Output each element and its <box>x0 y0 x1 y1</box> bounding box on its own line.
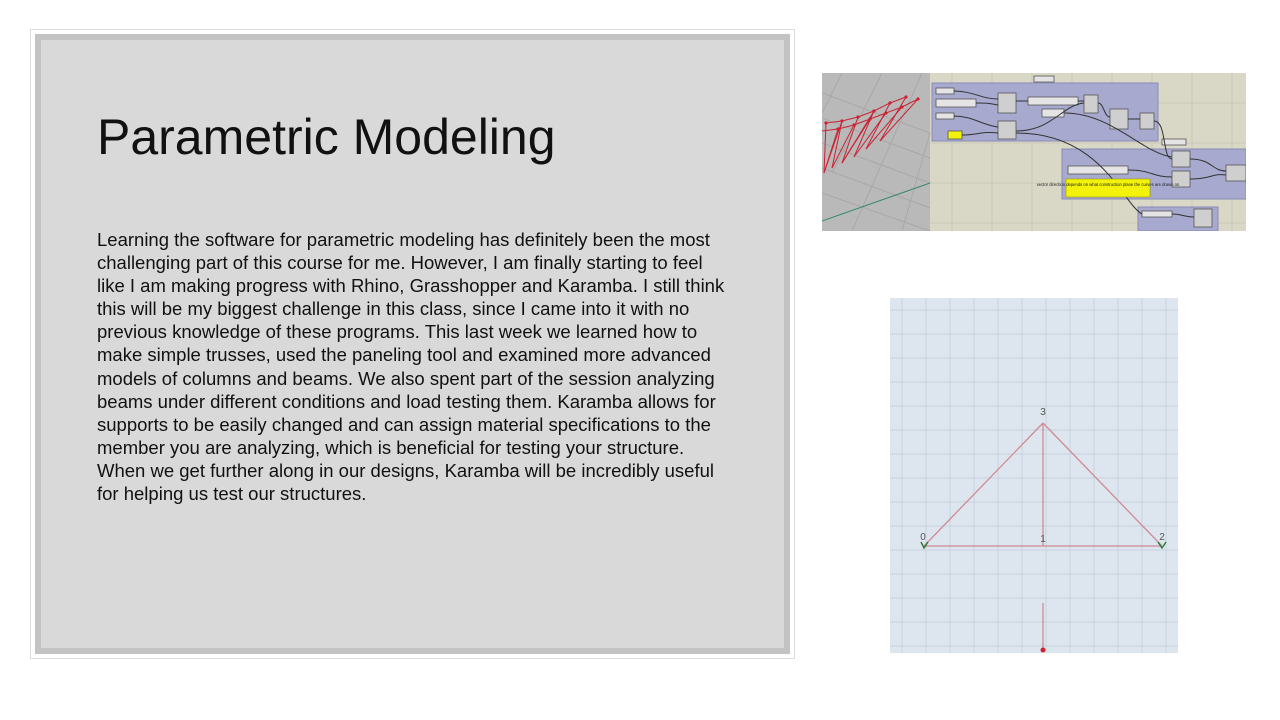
card-inner <box>41 40 784 648</box>
grasshopper-screenshot <box>822 73 1246 231</box>
node-label-2: 2 <box>1159 532 1165 543</box>
grasshopper-drawing <box>822 73 1246 231</box>
card-frame <box>35 34 790 654</box>
truss-drawing <box>890 298 1178 653</box>
node-label-1: 1 <box>1040 534 1046 545</box>
gh-tooltip-text: vector direction depends on what construction plane the curves are drawn on <box>1036 182 1180 187</box>
slide-body-text: Learning the software for parametric modeling has definitely been the most challenging part of this course for me. However, I am finally starting to feel like I am making progress with Rhino, Grasshopper and Karamba. I still think this will be my biggest challenge in this class, since I came into it with no previous knowledge of these programs. This last week we learned how to make simple trusses, used the paneling tool and examined more advanced models of columns and beams. We also spent part of the session analyzing beams under different conditions and load testing them. Karamba allows for supports to be easily changed and can assign material specifications to the member you are analyzing, which is beneficial for testing your structure. When we get further along in our designs, Karamba will be incredibly useful for helping us test our structures. <box>97 229 725 505</box>
karamba-truss-screenshot <box>890 298 1178 653</box>
node-label-0: 0 <box>920 532 926 543</box>
slide-title: Parametric Modeling <box>97 109 556 165</box>
load-point <box>1041 648 1046 653</box>
node-label-3: 3 <box>1040 407 1046 418</box>
text-card <box>30 29 795 659</box>
